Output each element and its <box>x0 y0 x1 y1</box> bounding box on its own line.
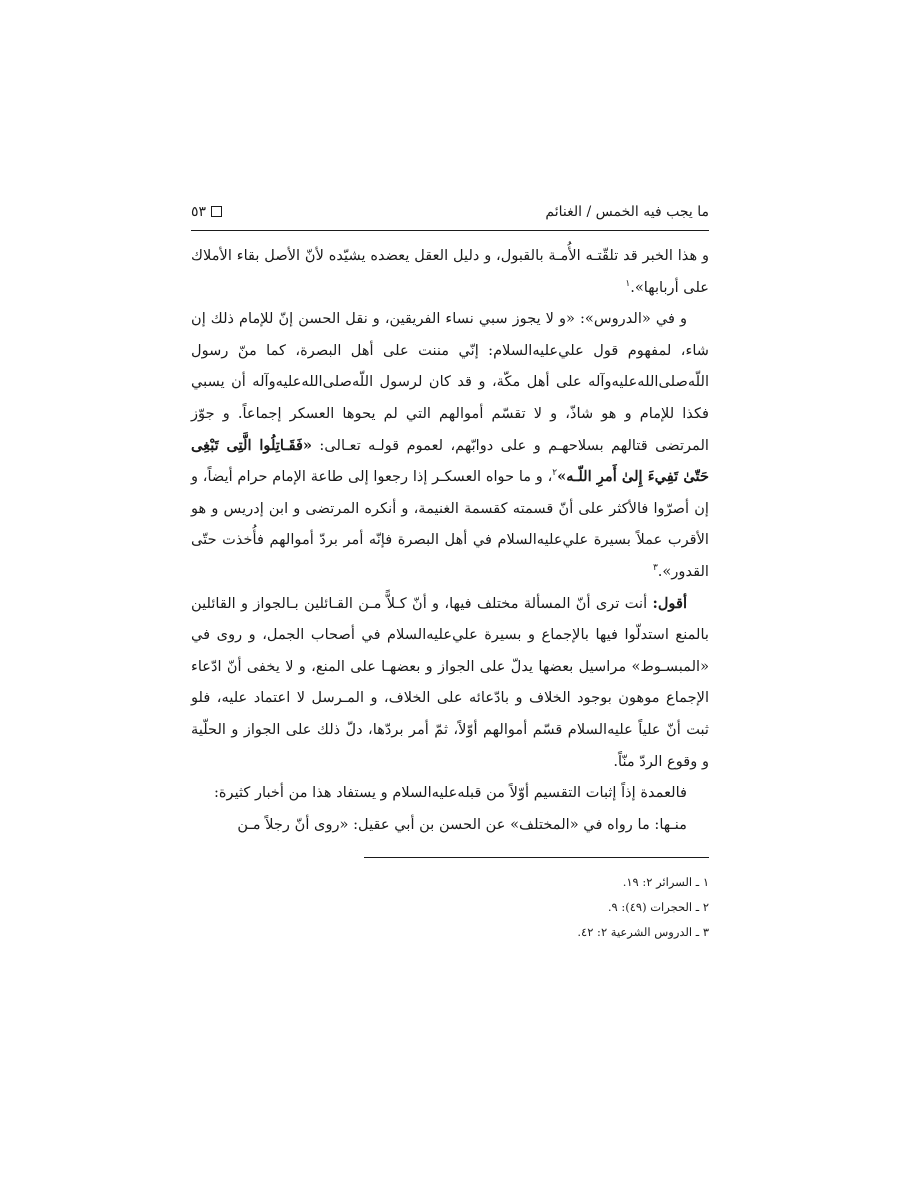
paragraph-3-text: أنت ترى أنّ المسألة مختلف فيها، و أنّ كـلاًّ مـن القـائلين بـالجواز و القائلين بالمنع استدلّوا فيها بالإجماع و بسيرة علي‌عليه‌السلام في أصحاب الجمل، و روى في «المبسـوط» مراسيل بعضها يدلّ على الجواز و بعضهـا على المنع، و لا يخفى أنّ ادّعاء الإجماع موهون بوجود الخلاف و بادّعائه على الخلاف، و المـرسل لا اعتماد عليه، فلو ثبت أنّ علياً عليه‌السلام قسّم أموالهم أوّلاً، ثمّ أمر بردّها، دلّ ذلك على الجواز و الحلّية و وقوع الردّ منّاً. <box>191 594 709 770</box>
footnote-ref-2: ٢ <box>552 468 558 479</box>
header-rule <box>191 230 709 231</box>
paragraph-2-text: و في «الدروس»: «و لا يجوز سبي نساء الفريقين، و نقل الحسن إنّ للإمام ذلك إن شاء، لمفهوم قول علي‌عليه‌السلام: إنّي مننت على أهل البصرة، كما منّ رسول اللّه‌صلى‌الله‌عليه‌وآله على أهل مكّة، و قد كان لرسول اللّه‌صلى‌الله‌عليه‌وآله أن يسبي فكذا للإمام و هو شاذّ، و لا تقسّم أموالهم التي لم يحوها العسكر إجماعاً. و جوّز المرتضى قتالهم بسلاحهـم و على دوابّهم، لعموم قولـه تعـالى: <box>191 310 709 454</box>
footnote-1: ١ ـ السرائر ٢: ١٩. <box>622 875 709 890</box>
paragraph-5 <box>191 809 709 841</box>
page-number: ٥٣ <box>191 204 207 220</box>
running-title: ما يجب فيه الخمس / الغنائم <box>545 204 709 220</box>
paragraph-4-text: فالعمدة إذاً إثبات التقسيم أوّلاً من قبله‌عليه‌السلام و يستفاد هذا من أخبار كثيرة: <box>213 784 687 802</box>
footnote-3: ٣ ـ الدروس الشرعية ٢: ٤٢. <box>577 925 709 940</box>
page-number-block <box>191 204 222 220</box>
footnote-ref-3: ٣ <box>652 563 658 574</box>
footnote-2: ٢ ـ الحجرات (٤٩): ٩. <box>607 900 709 915</box>
running-header <box>191 196 709 232</box>
footnote-rule <box>364 857 709 858</box>
paragraph-1-text: و هذا الخبر قد تلقّتـه الأُمـة بالقبول، و دليل العقل يعضده يشيّده لأنّ الأصل بقاء الأملاك على أربابها». <box>191 247 709 296</box>
paragraph-2-text-after: ، و ما حواه العسكـر إذا رجعوا إلى طاعة الإمام حرام أيضاً، و إن أصرّوا فالأكثر على أنّ قسمته كقسمة الغنيمة، و أنكره المرتضى و ابن إدريس و هو الأقرب عملاً بسيرة علي‌عليه‌السلام في أهل البصرة فإنّه أمر بردّ أموالهم فأُخذت حتّى القدور». <box>191 468 709 580</box>
book-page <box>191 196 709 996</box>
paragraph-2 <box>191 303 709 587</box>
body-text <box>191 240 709 840</box>
paragraph-3-term: أقول: <box>652 594 687 612</box>
paragraph-4 <box>191 777 709 809</box>
paragraph-5-text: منـها: ما رواه في «المختلف» عن الحسن بن أبي عقيل: «روى أنّ رجلاً مـن <box>237 815 687 833</box>
square-icon <box>211 206 222 217</box>
paragraph-1 <box>191 240 709 303</box>
paragraph-3 <box>191 588 709 778</box>
footnote-ref-1: ١ <box>625 278 631 289</box>
footnotes <box>191 870 709 945</box>
quran-verse: «فَقَـاتِلُوا الَّتِى تَبْغِى حَتّىٰ تَفِيءَ إِلىٰ أَمرِ اللّـه» <box>191 436 709 486</box>
